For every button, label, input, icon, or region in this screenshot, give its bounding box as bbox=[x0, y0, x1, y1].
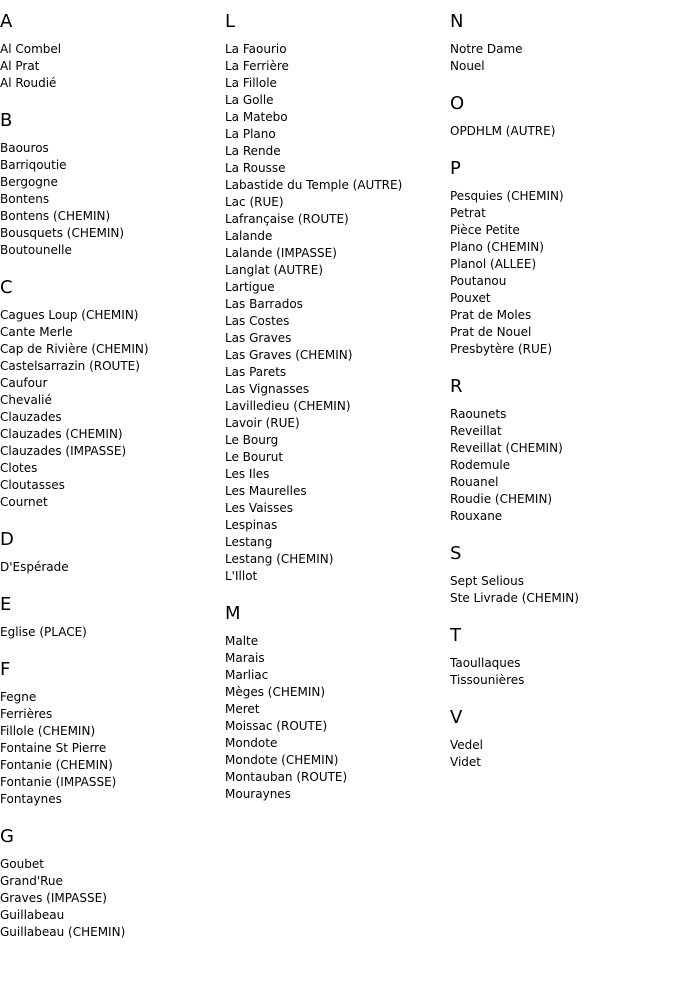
letter-section bbox=[450, 625, 675, 707]
section-letter-heading: D bbox=[0, 529, 14, 550]
street-name: Clauzades (CHEMIN) bbox=[0, 427, 123, 441]
street-list bbox=[450, 188, 675, 358]
section-spacer bbox=[0, 641, 225, 659]
street-name: Pesquies (CHEMIN) bbox=[450, 189, 564, 203]
section-spacer bbox=[0, 259, 225, 277]
street-name: Rouanel bbox=[450, 475, 499, 489]
street-name: Chevalié bbox=[0, 393, 52, 407]
street-list bbox=[225, 633, 450, 803]
section-letter-heading: S bbox=[450, 543, 462, 564]
street-name: Cap de Rivière (CHEMIN) bbox=[0, 342, 149, 356]
section-spacer bbox=[0, 511, 225, 529]
section-letter-heading: F bbox=[0, 659, 11, 680]
section-spacer bbox=[0, 92, 225, 110]
street-name: Al Prat bbox=[0, 59, 40, 73]
street-name: Fegne bbox=[0, 690, 37, 704]
street-name: L'Illot bbox=[225, 569, 258, 583]
street-name: La Rende bbox=[225, 144, 281, 158]
street-name: Videt bbox=[450, 755, 481, 769]
section-spacer bbox=[450, 358, 675, 376]
index-column-2 bbox=[225, 11, 450, 803]
street-name: Prat de Nouel bbox=[450, 325, 532, 339]
street-name: Malte bbox=[225, 634, 259, 648]
street-name: Caufour bbox=[0, 376, 48, 390]
street-name: Les Maurelles bbox=[225, 484, 307, 498]
street-name: Mèges (CHEMIN) bbox=[225, 685, 326, 699]
section-letter-heading: E bbox=[0, 594, 12, 615]
street-list bbox=[450, 41, 675, 75]
street-name: Notre Dame bbox=[450, 42, 523, 56]
section-spacer bbox=[450, 140, 675, 158]
street-name: Mondote bbox=[225, 736, 278, 750]
section-letter-heading: R bbox=[450, 376, 463, 397]
street-list bbox=[0, 307, 225, 511]
street-name: Lac (RUE) bbox=[225, 195, 284, 209]
street-list bbox=[450, 573, 675, 607]
street-name: La Plano bbox=[225, 127, 276, 141]
street-name: Lestang (CHEMIN) bbox=[225, 552, 334, 566]
section-spacer bbox=[0, 576, 225, 594]
letter-section bbox=[0, 659, 225, 826]
section-spacer bbox=[225, 585, 450, 603]
street-name: Tissounières bbox=[450, 673, 525, 687]
street-name: Rouxane bbox=[450, 509, 503, 523]
letter-section bbox=[450, 543, 675, 625]
section-letter-heading: G bbox=[0, 826, 14, 847]
section-spacer bbox=[450, 525, 675, 543]
street-name: Reveillat (CHEMIN) bbox=[450, 441, 563, 455]
street-name: Labastide du Temple (AUTRE) bbox=[225, 178, 403, 192]
street-name: Fontaine St Pierre bbox=[0, 741, 107, 755]
street-name: Ste Livrade (CHEMIN) bbox=[450, 591, 579, 605]
section-letter-heading: M bbox=[225, 603, 241, 624]
letter-section bbox=[0, 110, 225, 277]
street-name: OPDHLM (AUTRE) bbox=[450, 124, 556, 138]
street-name: Las Barrados bbox=[225, 297, 303, 311]
section-spacer bbox=[450, 75, 675, 93]
street-list bbox=[225, 41, 450, 585]
street-name: Las Parets bbox=[225, 365, 287, 379]
street-name: Las Costes bbox=[225, 314, 290, 328]
street-name: La Ferrière bbox=[225, 59, 289, 73]
street-name: Las Graves bbox=[225, 331, 292, 345]
street-name: La Faourio bbox=[225, 42, 287, 56]
street-list bbox=[0, 624, 225, 641]
street-name: Plano (CHEMIN) bbox=[450, 240, 544, 254]
letter-section bbox=[225, 11, 450, 603]
street-name: Bontens bbox=[0, 192, 50, 206]
index-column-1 bbox=[0, 11, 225, 941]
street-list bbox=[450, 406, 675, 525]
street-name: Marais bbox=[225, 651, 265, 665]
street-name: Fillole (CHEMIN) bbox=[0, 724, 96, 738]
street-name: Clauzades bbox=[0, 410, 62, 424]
section-spacer bbox=[450, 607, 675, 625]
section-letter-heading: L bbox=[225, 11, 236, 32]
street-list bbox=[450, 737, 675, 771]
section-letter-heading: N bbox=[450, 11, 464, 32]
street-name: Cloutasses bbox=[0, 478, 65, 492]
street-name: Pouxet bbox=[450, 291, 491, 305]
street-name: La Golle bbox=[225, 93, 274, 107]
street-name: Lalande bbox=[225, 229, 273, 243]
street-name: Lespinas bbox=[225, 518, 278, 532]
street-name: Marliac bbox=[225, 668, 269, 682]
street-list bbox=[450, 655, 675, 689]
street-name: Ferrières bbox=[0, 707, 53, 721]
street-name: Barriqoutie bbox=[0, 158, 67, 172]
letter-section bbox=[0, 11, 225, 110]
street-name: Prat de Moles bbox=[450, 308, 532, 322]
street-name: Vedel bbox=[450, 738, 483, 752]
street-name: Fontanie (CHEMIN) bbox=[0, 758, 113, 772]
street-name: Presbytère (RUE) bbox=[450, 342, 553, 356]
street-name: Clotes bbox=[0, 461, 38, 475]
street-name: Les Vaisses bbox=[225, 501, 294, 515]
street-name: Lartigue bbox=[225, 280, 275, 294]
street-name: Eglise (PLACE) bbox=[0, 625, 87, 639]
street-name: Le Bourg bbox=[225, 433, 279, 447]
letter-section bbox=[450, 11, 675, 93]
street-name: Lavilledieu (CHEMIN) bbox=[225, 399, 351, 413]
street-name: Mouraynes bbox=[225, 787, 291, 801]
street-list bbox=[450, 123, 675, 140]
street-name: Lestang bbox=[225, 535, 273, 549]
street-name: Cournet bbox=[0, 495, 48, 509]
street-name: Bergogne bbox=[0, 175, 58, 189]
street-name: Fontanie (IMPASSE) bbox=[0, 775, 117, 789]
letter-section bbox=[450, 707, 675, 771]
street-name: Cante Merle bbox=[0, 325, 73, 339]
street-name: Lalande (IMPASSE) bbox=[225, 246, 337, 260]
street-list bbox=[0, 559, 225, 576]
section-letter-heading: O bbox=[450, 93, 465, 114]
street-name: Pièce Petite bbox=[450, 223, 520, 237]
street-name: Lavoir (RUE) bbox=[225, 416, 300, 430]
street-name: Guillabeau bbox=[0, 908, 65, 922]
street-name: Roudie (CHEMIN) bbox=[450, 492, 553, 506]
section-spacer bbox=[0, 808, 225, 826]
letter-section bbox=[0, 529, 225, 594]
street-name: Baouros bbox=[0, 141, 49, 155]
section-letter-heading: A bbox=[0, 11, 13, 32]
street-name: Meret bbox=[225, 702, 260, 716]
street-name: Planol (ALLEE) bbox=[450, 257, 537, 271]
section-letter-heading: C bbox=[0, 277, 13, 298]
letter-section bbox=[0, 826, 225, 941]
section-spacer bbox=[450, 689, 675, 707]
street-list bbox=[0, 856, 225, 941]
street-name: Graves (IMPASSE) bbox=[0, 891, 107, 905]
section-letter-heading: T bbox=[450, 625, 461, 646]
letter-section bbox=[450, 376, 675, 543]
street-name: Nouel bbox=[450, 59, 485, 73]
street-name: Al Roudié bbox=[0, 76, 57, 90]
street-name: La Rousse bbox=[225, 161, 286, 175]
street-name: Rodemule bbox=[450, 458, 511, 472]
street-name: Taoullaques bbox=[450, 656, 521, 670]
street-name: Les Iles bbox=[225, 467, 270, 481]
street-name: Bontens (CHEMIN) bbox=[0, 209, 111, 223]
street-name: Cagues Loup (CHEMIN) bbox=[0, 308, 139, 322]
letter-section bbox=[225, 603, 450, 803]
section-letter-heading: B bbox=[0, 110, 13, 131]
street-name: Grand'Rue bbox=[0, 874, 63, 888]
letter-section bbox=[450, 158, 675, 376]
street-name: Lafrançaise (ROUTE) bbox=[225, 212, 349, 226]
index-column-3 bbox=[450, 11, 675, 771]
letter-section bbox=[0, 594, 225, 659]
letter-section bbox=[450, 93, 675, 158]
street-name: La Matebo bbox=[225, 110, 288, 124]
street-name: Reveillat bbox=[450, 424, 502, 438]
street-name: Mondote (CHEMIN) bbox=[225, 753, 339, 767]
street-name: Poutanou bbox=[450, 274, 507, 288]
street-name: Fontaynes bbox=[0, 792, 62, 806]
street-name: Raounets bbox=[450, 407, 507, 421]
section-letter-heading: V bbox=[450, 707, 463, 728]
street-name: Boutounelle bbox=[0, 243, 72, 257]
street-name: Al Combel bbox=[0, 42, 62, 56]
letter-section bbox=[0, 277, 225, 529]
street-name: Sept Selious bbox=[450, 574, 525, 588]
street-name: Castelsarrazin (ROUTE) bbox=[0, 359, 140, 373]
street-name: Clauzades (IMPASSE) bbox=[0, 444, 127, 458]
street-list bbox=[0, 140, 225, 259]
street-name: Las Graves (CHEMIN) bbox=[225, 348, 353, 362]
street-name: Petrat bbox=[450, 206, 486, 220]
street-name: D'Espérade bbox=[0, 560, 69, 574]
street-list bbox=[0, 41, 225, 92]
street-name: Las Vignasses bbox=[225, 382, 310, 396]
street-name: Goubet bbox=[0, 857, 44, 871]
street-list bbox=[0, 689, 225, 808]
street-name: Guillabeau (CHEMIN) bbox=[0, 925, 126, 939]
street-name: Bousquets (CHEMIN) bbox=[0, 226, 125, 240]
street-name: Moissac (ROUTE) bbox=[225, 719, 328, 733]
street-name: La Fillole bbox=[225, 76, 277, 90]
street-name: Le Bourut bbox=[225, 450, 284, 464]
street-name: Montauban (ROUTE) bbox=[225, 770, 348, 784]
street-name: Langlat (AUTRE) bbox=[225, 263, 324, 277]
section-letter-heading: P bbox=[450, 158, 461, 179]
